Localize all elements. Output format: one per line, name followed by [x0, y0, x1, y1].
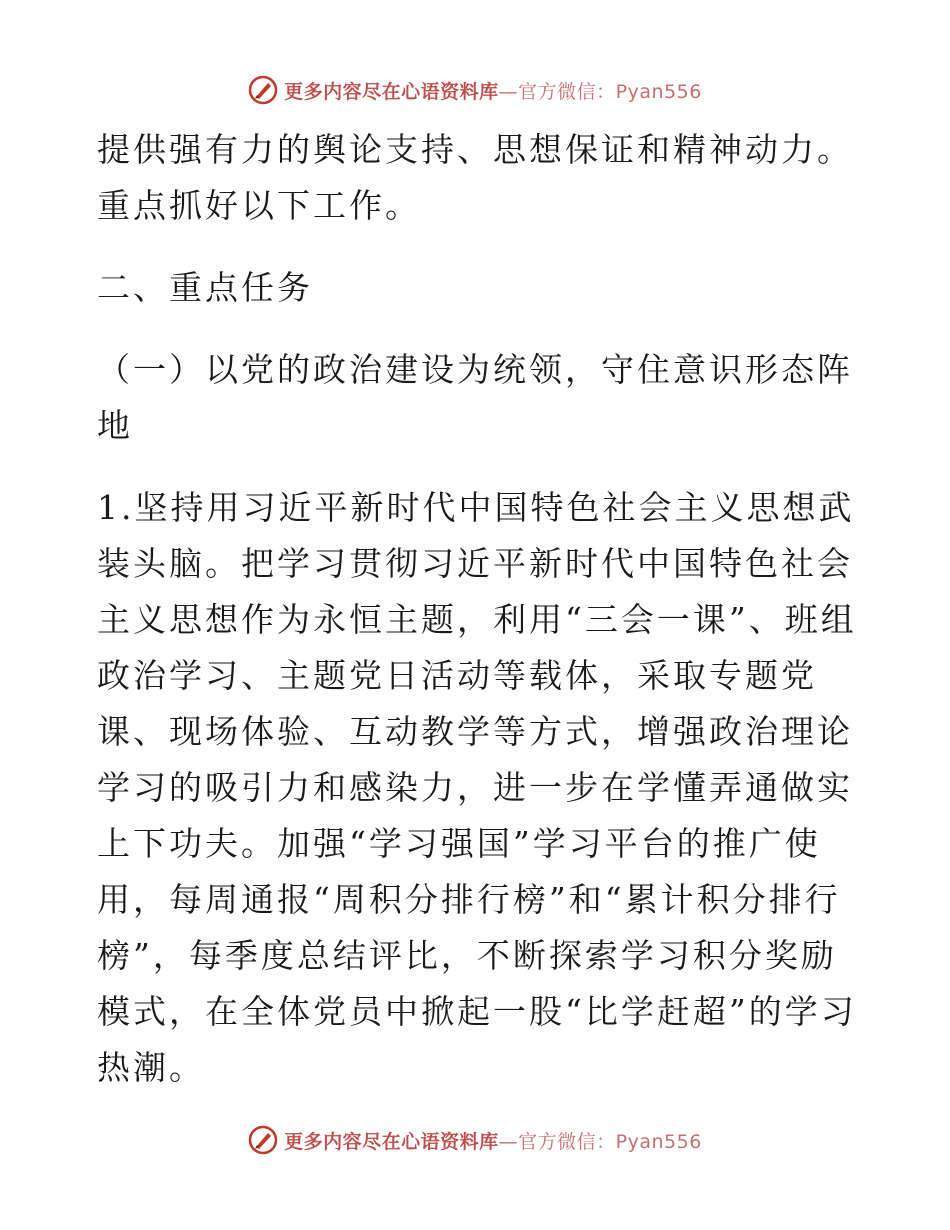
- watermark-text: [284, 77, 702, 104]
- watermark-contact: 官方微信：Pyan556: [518, 80, 702, 103]
- intro-paragraph: 提供强有力的舆论支持、思想保证和精神动力。重点抓好以下工作。: [97, 130, 853, 225]
- header-watermark: [0, 70, 950, 110]
- watermark-contact: 官方微信：Pyan556: [518, 1130, 702, 1153]
- watermark-text: [284, 1127, 702, 1154]
- watermark-separator: —: [498, 80, 519, 103]
- sub-heading: （一）以党的政治建设为统领，守住意识形态阵地: [97, 350, 853, 445]
- pen-logo-icon: [248, 1125, 278, 1155]
- pen-logo-icon: [248, 75, 278, 105]
- document-body: [97, 122, 857, 1096]
- item-1-paragraph: 1.坚持用习近平新时代中国特色社会主义思想武装头脑。把学习贯彻习近平新时代中国特色社会主义思想作为永恒主题，利用“三会一课”、班组政治学习、主题党日活动等载体，采取专题党课、现场体验、互动教学等方式，增强政治理论学习的吸引力和感染力，进一步在学懂弄通做实上下功夫。加强“学习强国”学习平台的推广使用，每周通报“周积分排行榜”和“累计积分排行榜”，每季度总结评比，不断探索学习积分奖励模式，在全体党员中掀起一股“比学赶超”的学习热潮。: [97, 488, 857, 1087]
- watermark-separator: —: [498, 1130, 519, 1153]
- watermark-brand: 更多内容尽在心语资料库: [284, 1130, 499, 1153]
- watermark-brand: 更多内容尽在心语资料库: [284, 80, 499, 103]
- section-heading: 二、重点任务: [97, 268, 313, 307]
- footer-watermark: [0, 1120, 950, 1160]
